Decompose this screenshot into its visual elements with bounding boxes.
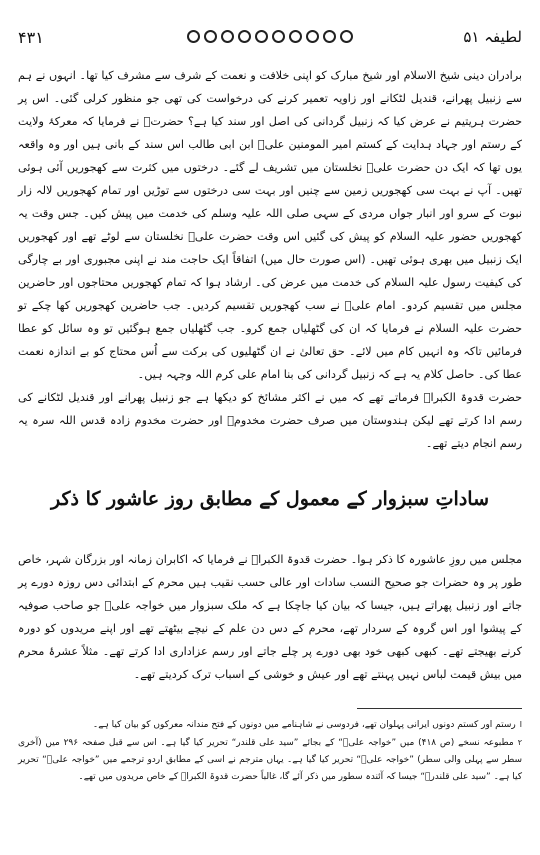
ring-icon xyxy=(272,30,285,43)
section-body-text xyxy=(18,548,522,686)
footnotes xyxy=(18,716,522,786)
ring-icon xyxy=(238,30,251,43)
ring-icon xyxy=(340,30,353,43)
page-number: ۴۳۱ xyxy=(18,28,44,47)
footnote-text: مطبوعہ نسخے (ص ۴۱۸) میں ”خواجہ علیؒ“ کے بجائے ”سید علی قلندر“ تحریر کیا گیا ہے۔ اس سے قبل صفحہ ۲۹۶ میں (آخری سطر سے پہلی والی سطر) ”خواجہ علیؒ“ تحریر کیا گیا ہے۔ یہاں مترجم نے اسی کے مطابق اردو ترجمے میں ”خواجہ علیؒ“ تحریر کیا ہے۔ ”سید علی قلندرؒ“ جیسا کہ آئندہ سطور میں ذکر آئے گا، غالباً حضرت قدوۃ الکبراؒ کے خاص مریدوں میں تھے۔ xyxy=(18,738,522,782)
ring-icon xyxy=(187,30,200,43)
ring-icon xyxy=(204,30,217,43)
ring-icon xyxy=(323,30,336,43)
paragraph: حضرت قدوۃ الکبراؒ فرماتے تھے کہ میں نے اکثر مشائخ کو دیکھا ہے جو زنبیل پھرانے اور قندیل لٹکانے کی رسم ادا کرتے تھے لیکن ہندوستان میں صرف حضرت مخدومؒ اور حضرت مخدوم زادہ قدس اللہ سرہ یہ رسم انجام دیتے تھے۔ xyxy=(18,391,522,450)
section-heading: ساداتِ سبزوار کے معمول کے مطابق روز عاشور کا ذکر xyxy=(50,488,489,510)
body-text xyxy=(18,64,522,455)
footnote-mark: ۲ xyxy=(517,738,523,747)
ring-icon xyxy=(306,30,319,43)
chain-rings-ornament-icon xyxy=(185,30,355,43)
footnote-mark: ا xyxy=(519,720,522,729)
running-title: لطیفہ ۵۱ xyxy=(463,28,522,46)
paragraph: برادران دینی شیخ الاسلام اور شیخ مبارک کو اپنی خلافت و نعمت کے شرف سے مشرف کیا تھا۔ انہوں نے ہم سے زنبیل پھرانے، قندیل لٹکانے اور زاویہ تعمیر کرنے کی درخواست کی تھی جو منظور کرلی گئی۔ اس پر حضرت ہریتیم نے عرض کیا کہ زنبیل گردانی کی اصل اور سند کیا ہے؟ حضرتؒ نے فرمایا کہ معرکۂ ولایت کے رستم اور جہاد ہدایت کے کستم امیر المومنین علیؑ ابن ابی طالب اس سند کے بانی ہیں اور وہ واقعہ یوں تھا کہ ایک دن حضرت علیؑ نخلستان میں تشریف لے گئے۔ درختوں میں کثرت سے کھجوریں آئی ہوئی تھیں۔ آپ نے بہت سی کھجوریں زمین سے چنیں اور بہت سی درختوں سے توڑیں اور تمام کھجوریں لالہ زار نبوت کے سرو اور انبار جواں مردی کے سہی صلی اللہ علیہ وسلم کی خدمت میں پیش کیں۔ جس وقت یہ کھجوریں حضور علیہ السلام کو پیش کی گئیں اس وقت حضرت علیؑ نخلستان سے لوٹے تھے اور کھجوریں ایک زنبیل میں بھری ہوئی تھیں۔ (اس صورت حال میں) اتفاقاً ایک حاجت مند نے اپنی مجبوری اور بے چارگی کی کیفیت رسول علیہ السلام کی خدمت میں عرض کی۔ ارشاد ہوا کہ تمام کھجوریں محتاجوں اور حاضرین مجلس میں تقسیم کردو۔ امام علیؑ نے سب کھجوریں تقسیم کردیں۔ جب حاضرین کھجوریں کھا چکے تو حضرت علیہ السلام نے فرمایا کہ ان کی گٹھلیاں جمع کرو۔ جب گٹھلیاں جمع ہوگئیں تو وہ سائل کو عطا فرمائیں تاکہ وہ انہیں کام میں لائے۔ حق تعالیٰ نے ان گٹھلیوں کی برکت سے اُس محتاج کو بے اندازہ نعمت عطا کی۔ حاصل کلام یہ ہے کہ زنبیل گردانی کی بنا امام علی کرم اللہ وجہہ ہیں۔ xyxy=(18,69,522,381)
ring-icon xyxy=(255,30,268,43)
page-header xyxy=(14,28,526,54)
paragraph: مجلس میں روزِ عاشورہ کا ذکر ہوا۔ حضرت قدوۃ الکبراؒ نے فرمایا کہ اکابران زمانہ اور بزرگان شہر، خاص طور پر وہ حضرات جو صحیح النسب سادات اور عالی حسب نقیب ہیں محرم کے ابتدائی دس روزہ دورے پر جاتے اور زنبیل پھراتے ہیں، جیسا کہ بیان کیا جاچکا ہے کہ ملک سبزوار میں خواجہ علیؒ جو صاحب صوفیہ کے پیشوا اور اس گروہ کے سردار تھے، محرم کے دس دن علم کے نیچے بیٹھتے تھے اور اپنے مریدوں کو دورہ کرنے بھیجتے تھے۔ کبھی کبھی خود بھی دورے پر چلے جاتے اور رسم عزاداری ادا کرتے تھے۔ مثلاً عشرۂ محرم میں بیش قیمت لباس نہیں پہنتے تھے اور عیش و خوشی کے اسباب ترک کردیتے تھے۔ xyxy=(18,553,522,681)
footnote-divider xyxy=(357,708,522,709)
ring-icon xyxy=(289,30,302,43)
footnote xyxy=(18,734,522,786)
ring-icon xyxy=(221,30,234,43)
footnote xyxy=(18,716,522,734)
footnote-text: رستم اور کستم دونوں ایرانی پہلوان تھے، فردوسی نے شاہنامے میں دونوں کے فتح مندانہ معرکوں کو بیان کیا ہے۔ xyxy=(92,720,516,730)
